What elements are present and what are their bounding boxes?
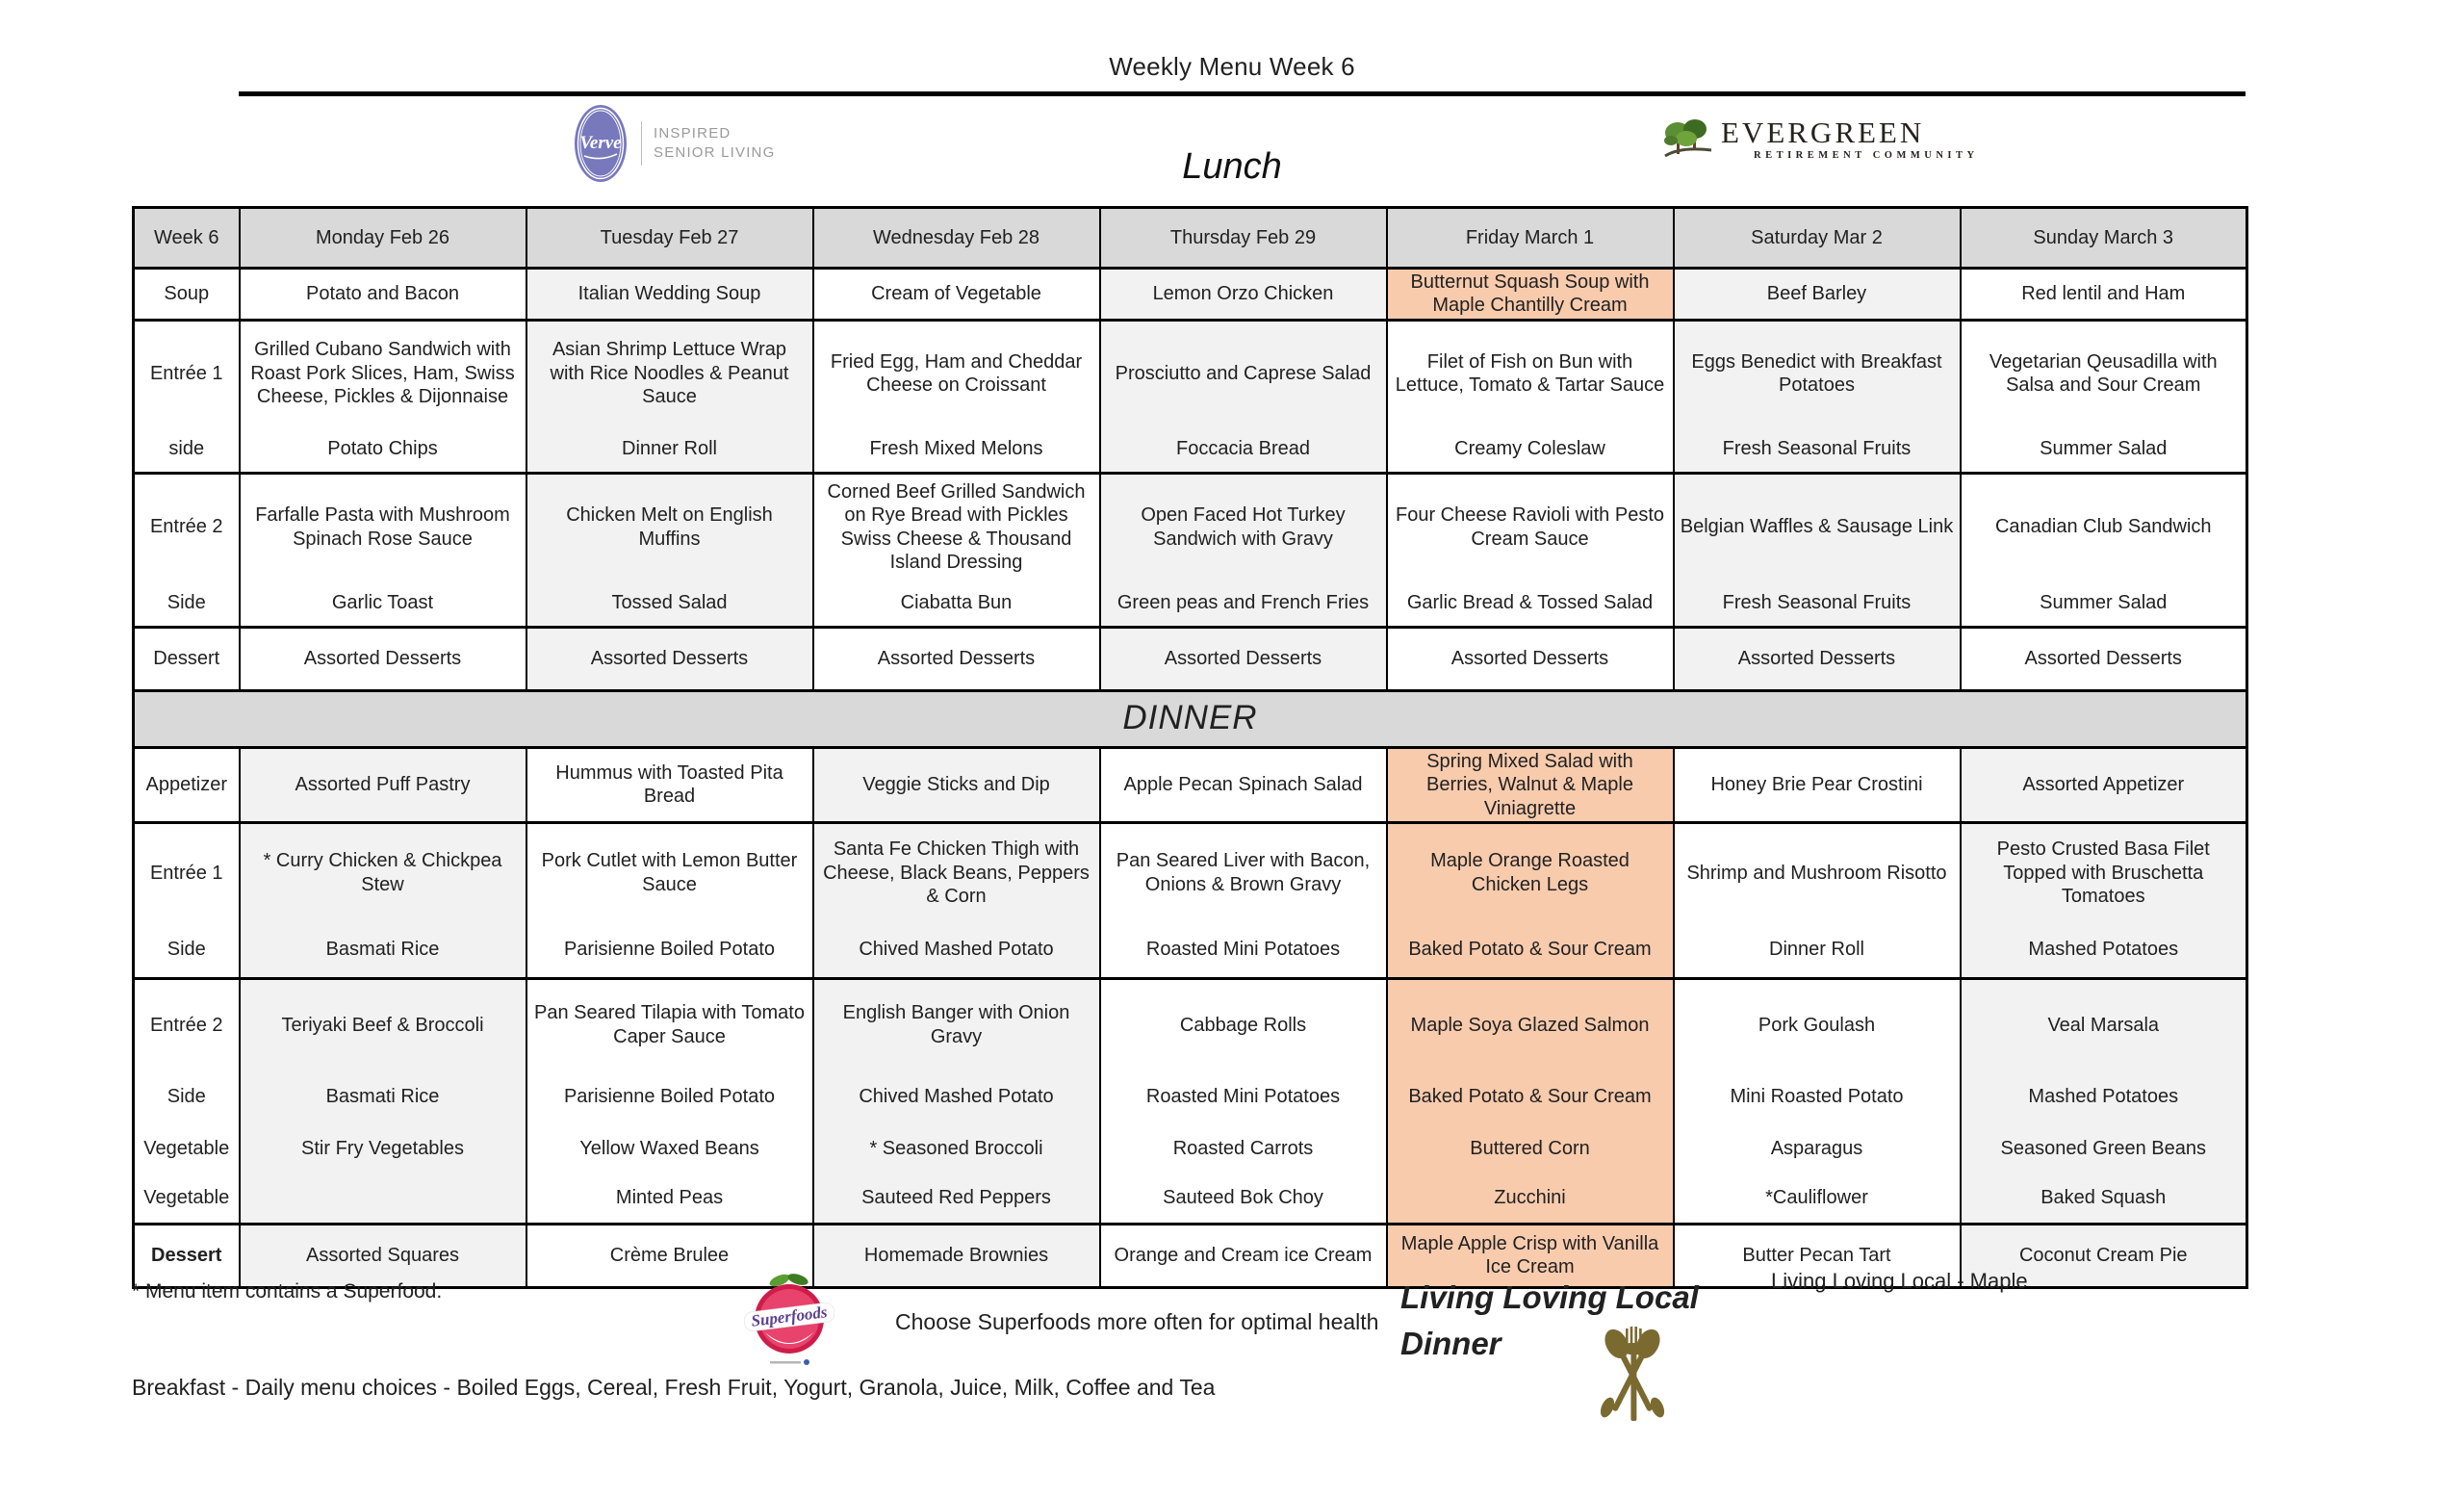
menu-cell-lunch-1-3: Prosciutto and Caprese Salad [1100,320,1387,426]
dinner-row-3 [134,978,2247,1070]
menu-cell-dinner-6-0 [240,1173,526,1224]
day-header-0: Monday Feb 26 [240,208,526,269]
menu-cell-dinner-5-4: Buttered Corn [1387,1123,1674,1173]
menu-cell-dinner-3-6: Veal Marsala [1961,978,2247,1070]
menu-cell-lunch-5-6: Assorted Desserts [1961,627,2247,690]
menu-cell-lunch-4-0: Garlic Toast [240,580,526,627]
menu-cell-lunch-4-1: Tossed Salad [526,580,813,627]
menu-cell-lunch-0-2: Cream of Vegetable [813,269,1100,321]
menu-cell-dinner-1-3: Pan Seared Liver with Bacon, Onions & Brown Gravy [1100,822,1387,921]
menu-cell-lunch-1-2: Fried Egg, Ham and Cheddar Cheese on Croissant [813,320,1100,426]
menu-cell-lunch-3-6: Canadian Club Sandwich [1961,473,2247,580]
dinner-row-5 [134,1123,2247,1173]
menu-cell-lunch-2-6: Summer Salad [1961,426,2247,473]
menu-cell-dinner-2-4: Baked Potato & Sour Cream [1387,921,1674,978]
superfoods-logo [732,1273,847,1374]
menu-cell-dinner-6-4: Zucchini [1387,1173,1674,1224]
menu-cell-lunch-5-5: Assorted Desserts [1674,627,1961,690]
menu-cell-dinner-3-0: Teriyaki Beef & Broccoli [240,978,526,1070]
menu-cell-dinner-0-1: Hummus with Toasted Pita Bread [526,747,813,822]
dinner-heading: DINNER [134,690,2247,747]
menu-cell-dinner-0-3: Apple Pecan Spinach Salad [1100,747,1387,822]
page-title: Weekly Menu Week 6 [1109,52,1355,81]
menu-cell-lunch-2-0: Potato Chips [240,426,526,473]
dinner-row-0 [134,747,2247,822]
lunch-row-3 [134,473,2247,580]
menu-cell-lunch-0-4: Butternut Squash Soup with Maple Chantilly Cream [1387,269,1674,321]
menu-cell-lunch-4-2: Ciabatta Bun [813,580,1100,627]
row-label: side [134,426,240,473]
menu-cell-lunch-5-2: Assorted Desserts [813,627,1100,690]
menu-cell-dinner-3-3: Cabbage Rolls [1100,978,1387,1070]
menu-cell-dinner-7-5: Butter Pecan Tart [1674,1224,1961,1287]
menu-cell-dinner-4-5: Mini Roasted Potato [1674,1070,1961,1123]
dinner-row-6 [134,1173,2247,1224]
menu-cell-lunch-0-0: Potato and Bacon [240,269,526,321]
choose-superfoods-text: Choose Superfoods more often for optimal health [895,1309,1379,1334]
day-header-4: Friday March 1 [1387,208,1674,269]
row-label: Side [134,1070,240,1123]
menu-cell-lunch-2-2: Fresh Mixed Melons [813,426,1100,473]
evergreen-text [1721,117,1979,161]
row-label: Side [134,580,240,627]
lunch-row-0 [134,269,2247,321]
menu-cell-dinner-3-4: Maple Soya Glazed Salmon [1387,978,1674,1070]
day-header-2: Wednesday Feb 28 [813,208,1100,269]
superfoods-logo-wordmark: Superfoods [750,1303,829,1330]
living-line1: Living Loving Local [1400,1279,1699,1315]
menu-cell-lunch-3-4: Four Cheese Ravioli with Pesto Cream Sauce [1387,473,1674,580]
dinner-row-4 [134,1070,2247,1123]
row-label: Side [134,921,240,978]
row-label: Entrée 2 [134,978,240,1070]
menu-cell-dinner-2-1: Parisienne Boiled Potato [526,921,813,978]
menu-cell-dinner-7-0: Assorted Squares [240,1224,526,1287]
menu-cell-lunch-0-1: Italian Wedding Soup [526,269,813,321]
menu-cell-dinner-6-3: Sauteed Bok Choy [1100,1173,1387,1224]
menu-cell-dinner-3-5: Pork Goulash [1674,978,1961,1070]
day-header-6: Sunday March 3 [1961,208,2247,269]
menu-cell-dinner-3-1: Pan Seared Tilapia with Tomato Caper Sauce [526,978,813,1070]
header-row [134,208,2247,269]
menu-cell-dinner-1-5: Shrimp and Mushroom Risotto [1674,822,1961,921]
menu-cell-lunch-4-3: Green peas and French Fries [1100,580,1387,627]
menu-cell-dinner-7-1: Crème Brulee [526,1224,813,1287]
fork-spoons-icon [1586,1327,1679,1423]
menu-cell-lunch-4-5: Fresh Seasonal Fruits [1674,580,1961,627]
menu-cell-lunch-1-6: Vegetarian Qeusadilla with Salsa and Sour Cream [1961,320,2247,426]
menu-cell-dinner-5-6: Seasoned Green Beans [1961,1123,2247,1173]
menu-cell-dinner-4-3: Roasted Mini Potatoes [1100,1070,1387,1123]
menu-cell-lunch-0-3: Lemon Orzo Chicken [1100,269,1387,321]
menu-cell-lunch-1-5: Eggs Benedict with Breakfast Potatoes [1674,320,1961,426]
menu-cell-dinner-2-3: Roasted Mini Potatoes [1100,921,1387,978]
menu-cell-dinner-4-1: Parisienne Boiled Potato [526,1070,813,1123]
menu-cell-dinner-1-6: Pesto Crusted Basa Filet Topped with Bruschetta Tomatoes [1961,822,2247,921]
lunch-row-5 [134,627,2247,690]
day-header-5: Saturday Mar 2 [1674,208,1961,269]
menu-cell-lunch-3-0: Farfalle Pasta with Mushroom Spinach Rose Sauce [240,473,526,580]
menu-cell-dinner-4-2: Chived Mashed Potato [813,1070,1100,1123]
menu-grid-body [134,208,2247,1288]
menu-table [132,206,2248,1289]
menu-cell-dinner-4-6: Mashed Potatoes [1961,1070,2247,1123]
evergreen-name: EVERGREEN [1721,116,1925,149]
menu-cell-dinner-0-5: Honey Brie Pear Crostini [1674,747,1961,822]
menu-cell-lunch-5-4: Assorted Desserts [1387,627,1674,690]
menu-cell-dinner-2-2: Chived Mashed Potato [813,921,1100,978]
menu-cell-lunch-5-1: Assorted Desserts [526,627,813,690]
menu-cell-lunch-0-5: Beef Barley [1674,269,1961,321]
evergreen-subtitle: RETIREMENT COMMUNITY [1754,150,1979,161]
row-label: Dessert [134,627,240,690]
dinner-row-1 [134,822,2247,921]
verve-tagline-line2: SENIOR LIVING [654,144,776,161]
menu-cell-dinner-1-0: * Curry Chicken & Chickpea Stew [240,822,526,921]
menu-cell-lunch-1-4: Filet of Fish on Bun with Lettuce, Tomato & Tartar Sauce [1387,320,1674,426]
living-loving-local-maple-text: Living Loving Local - Maple [1771,1269,2028,1293]
utensils-icon [1586,1327,1679,1428]
menu-cell-dinner-5-3: Roasted Carrots [1100,1123,1387,1173]
breakfast-note: Breakfast - Daily menu choices - Boiled Eggs, Cereal, Fresh Fruit, Yogurt, Granola, Juice, Milk, Coffee and Tea [132,1375,1216,1400]
menu-cell-dinner-7-4: Maple Apple Crisp with Vanilla Ice Cream [1387,1224,1674,1287]
row-label: Entrée 1 [134,822,240,921]
menu-cell-dinner-6-1: Minted Peas [526,1173,813,1224]
lunch-row-1 [134,320,2247,426]
menu-cell-dinner-5-5: Asparagus [1674,1123,1961,1173]
menu-cell-lunch-2-5: Fresh Seasonal Fruits [1674,426,1961,473]
title-rule [239,91,2246,96]
menu-cell-lunch-5-0: Assorted Desserts [240,627,526,690]
menu-cell-lunch-0-6: Red lentil and Ham [1961,269,2247,321]
menu-cell-dinner-6-6: Baked Squash [1961,1173,2247,1224]
menu-cell-dinner-0-6: Assorted Appetizer [1961,747,2247,822]
menu-cell-lunch-2-4: Creamy Coleslaw [1387,426,1674,473]
menu-cell-dinner-1-4: Maple Orange Roasted Chicken Legs [1387,822,1674,921]
row-label: Soup [134,269,240,321]
menu-cell-lunch-3-2: Corned Beef Grilled Sandwich on Rye Bread with Pickles Swiss Cheese & Thousand Island Dressing [813,473,1100,580]
menu-cell-lunch-1-0: Grilled Cubano Sandwich with Roast Pork Slices, Ham, Swiss Cheese, Pickles & Dijonnaise [240,320,526,426]
lunch-row-4 [134,580,2247,627]
menu-cell-dinner-2-6: Mashed Potatoes [1961,921,2247,978]
row-label: Entrée 1 [134,320,240,426]
day-header-1: Tuesday Feb 27 [526,208,813,269]
menu-cell-dinner-6-5: *Cauliflower [1674,1173,1961,1224]
svg-text:Verve: Verve [579,133,622,153]
evergreen-logo [1661,117,1979,166]
menu-cell-dinner-6-2: Sauteed Red Peppers [813,1173,1100,1224]
menu-cell-dinner-3-2: English Banger with Onion Gravy [813,978,1100,1070]
menu-cell-dinner-7-2: Homemade Brownies [813,1224,1100,1287]
menu-cell-lunch-3-1: Chicken Melt on English Muffins [526,473,813,580]
menu-cell-lunch-2-3: Foccacia Bread [1100,426,1387,473]
menu-cell-dinner-1-2: Santa Fe Chicken Thigh with Cheese, Black Beans, Peppers & Corn [813,822,1100,921]
menu-cell-dinner-7-3: Orange and Cream ice Cream [1100,1224,1387,1287]
menu-cell-lunch-3-5: Belgian Waffles & Sausage Link [1674,473,1961,580]
menu-cell-dinner-2-5: Dinner Roll [1674,921,1961,978]
evergreen-trees-icon [1661,117,1715,166]
menu-cell-lunch-3-3: Open Faced Hot Turkey Sandwich with Gravy [1100,473,1387,580]
menu-cell-dinner-1-1: Pork Cutlet with Lemon Butter Sauce [526,822,813,921]
menu-cell-dinner-5-0: Stir Fry Vegetables [240,1123,526,1173]
day-header-3: Thursday Feb 29 [1100,208,1387,269]
row-label: Dessert [134,1224,240,1287]
week-label-cell: Week 6 [134,208,240,269]
menu-cell-dinner-4-4: Baked Potato & Sour Cream [1387,1070,1674,1123]
menu-cell-dinner-4-0: Basmati Rice [240,1070,526,1123]
menu-cell-dinner-5-1: Yellow Waxed Beans [526,1123,813,1173]
menu-cell-dinner-2-0: Basmati Rice [240,921,526,978]
menu-cell-dinner-0-4: Spring Mixed Salad with Berries, Walnut & Maple Viniagrette [1387,747,1674,822]
superfood-note: * Menu item contains a Superfood. [132,1280,443,1303]
menu-cell-lunch-2-1: Dinner Roll [526,426,813,473]
living-line2: Dinner [1400,1325,1502,1361]
menu-cell-dinner-5-2: * Seasoned Broccoli [813,1123,1100,1173]
lunch-row-2 [134,426,2247,473]
menu-cell-lunch-4-4: Garlic Bread & Tossed Salad [1387,580,1674,627]
lunch-heading: Lunch [1182,146,1282,187]
dinner-row-2 [134,921,2247,978]
menu-cell-dinner-0-2: Veggie Sticks and Dip [813,747,1100,822]
menu-cell-lunch-5-3: Assorted Desserts [1100,627,1387,690]
superfoods-apple-icon [736,1273,842,1369]
row-label: Appetizer [134,747,240,822]
menu-cell-dinner-7-6: Coconut Cream Pie [1961,1224,2247,1287]
menu-cell-lunch-1-1: Asian Shrimp Lettuce Wrap with Rice Noodles & Peanut Sauce [526,320,813,426]
row-label: Entrée 2 [134,473,240,580]
row-label: Vegetable [134,1173,240,1224]
dinner-band-row [134,690,2247,747]
menu-cell-dinner-0-0: Assorted Puff Pastry [240,747,526,822]
verve-tagline-line1: INSPIRED [654,124,732,142]
menu-cell-lunch-4-6: Summer Salad [1961,580,2247,627]
row-label: Vegetable [134,1123,240,1173]
